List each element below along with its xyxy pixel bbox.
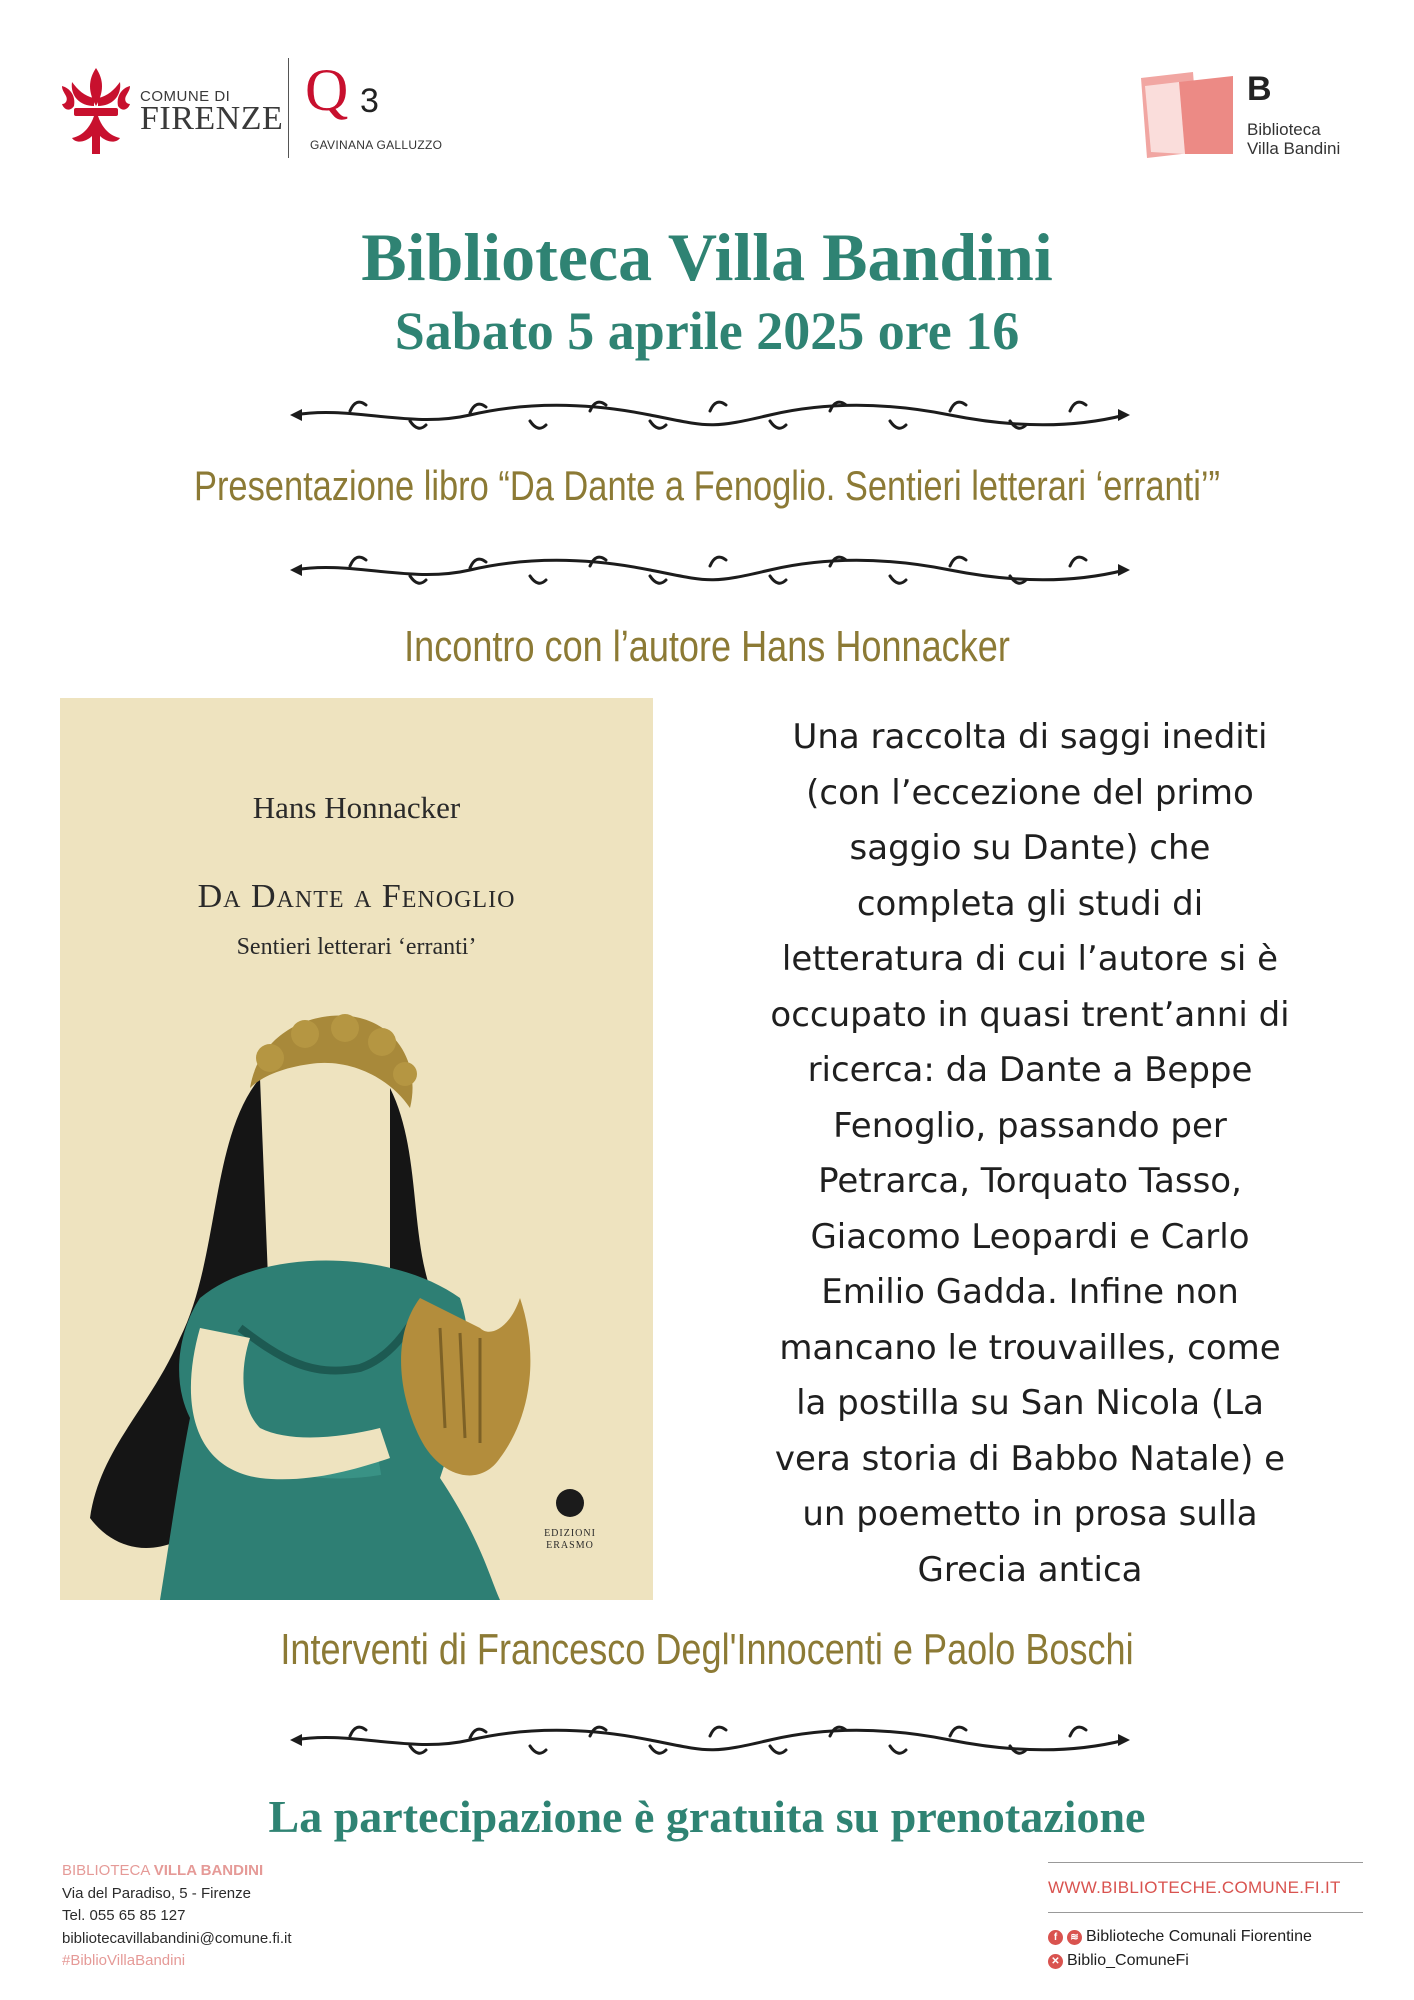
q3-number: 3 <box>360 82 379 120</box>
book-cover-image <box>60 698 653 1600</box>
comune-big-label: FIRENZE <box>140 100 284 137</box>
quartiere-label: GAVINANA GALLUZZO <box>310 138 443 152</box>
footer-divider <box>1048 1912 1363 1913</box>
description-line: Giacomo Leopardi e Carlo <box>810 1216 1250 1257</box>
description-line: (con l’eccezione del primo <box>806 772 1254 813</box>
cover-subtitle: Sentieri letterari ‘erranti’ <box>236 934 477 960</box>
florence-lily-icon <box>60 66 132 156</box>
social-facebook-spotify-label: Biblioteche Comunali Fiorentine <box>1086 1928 1312 1945</box>
logo-divider <box>288 58 289 158</box>
description-line: letteratura di cui l’autore si è <box>781 939 1279 979</box>
footer-divider <box>1048 1862 1363 1863</box>
description-line: Una raccolta di saggi inediti <box>792 717 1268 757</box>
description-line: completa gli studi di <box>856 883 1204 924</box>
description-line: Fenoglio, passando per <box>833 1105 1227 1146</box>
biblioteca-villa-bandini-logo <box>1135 68 1375 168</box>
website-link[interactable]: WWW.BIBLIOTECHE.COMUNE.FI.IT <box>1048 1878 1341 1897</box>
cover-publisher <box>520 1528 620 1552</box>
library-contact-block <box>62 1860 292 1973</box>
library-phone: Tel. 055 65 85 127 <box>62 1907 186 1924</box>
comune-small-label: COMUNE DI <box>140 88 231 105</box>
library-logo-letter: B <box>1247 70 1272 108</box>
speakers-heading: Interventi di Francesco Degl'Innocenti e Paolo Boschi <box>280 1625 1134 1674</box>
library-hashtag: #BiblioVillaBandini <box>62 1952 186 1969</box>
cover-publisher-line2: ERASMO <box>546 1540 594 1551</box>
library-address: Via del Paradiso, 5 - Firenze <box>62 1884 251 1902</box>
q3-letter: Q <box>305 57 349 123</box>
description-line: Grecia antica <box>917 1549 1143 1590</box>
library-logo-line2: Villa Bandini <box>1247 139 1341 158</box>
event-datetime: Sabato 5 aprile 2025 ore 16 <box>394 301 1020 361</box>
cover-author: Hans Honnacker <box>252 790 461 825</box>
description-line: mancano le trouvailles, come <box>779 1327 1281 1368</box>
participation-note: La partecipazione è gratuita su prenotazione <box>268 1791 1146 1842</box>
description-line: un poemetto in prosa sulla <box>802 1494 1258 1534</box>
library-book-icon <box>1135 68 1240 160</box>
book-presentation-heading: Presentazione libro “Da Dante a Fenoglio. Sentieri letterari ‘erranti’” <box>193 462 1221 509</box>
social-x[interactable] <box>1048 1952 1189 1970</box>
vine-divider-icon <box>290 1718 1130 1768</box>
book-description <box>740 710 1320 1598</box>
description-line: saggio su Dante) che <box>849 828 1211 868</box>
library-email[interactable]: bibliotecavillabandini@comune.fi.it <box>62 1929 292 1947</box>
author-meeting-heading: Incontro con l’autore Hans Honnacker <box>404 622 1010 671</box>
library-label-1: BIBLIOTECA <box>62 1862 154 1879</box>
description-line: vera storia di Babbo Natale) e <box>774 1438 1286 1479</box>
library-label-2: VILLA BANDINI <box>153 1862 264 1879</box>
spotify-icon: ≋ <box>1067 1930 1082 1945</box>
description-line: occupato in quasi trent’anni di <box>770 994 1290 1035</box>
cover-publisher-line1: EDIZIONI <box>544 1528 596 1539</box>
description-line: ricerca: da Dante a Beppe <box>807 1050 1253 1090</box>
vine-divider-icon <box>290 548 1130 598</box>
vine-divider-icon <box>290 393 1130 443</box>
event-title: Biblioteca Villa Bandini <box>361 219 1053 295</box>
description-line: la postilla su San Nicola (La <box>796 1383 1264 1423</box>
x-icon: ✕ <box>1048 1954 1063 1969</box>
cover-title: Da Dante a Fenoglio <box>197 878 516 915</box>
library-logo-line1: Biblioteca <box>1247 120 1321 139</box>
social-facebook-spotify[interactable] <box>1048 1928 1312 1946</box>
comune-firenze-logo <box>60 58 450 162</box>
facebook-icon: f <box>1048 1930 1063 1945</box>
social-x-label: Biblio_ComuneFi <box>1067 1952 1189 1969</box>
description-line: Petrarca, Torquato Tasso, <box>818 1161 1242 1201</box>
description-line: Emilio Gadda. Infine non <box>821 1272 1239 1312</box>
library-name-label <box>62 1860 292 1883</box>
library-logo-text <box>1247 120 1340 158</box>
muse-with-lyre-illustration <box>60 998 653 1600</box>
